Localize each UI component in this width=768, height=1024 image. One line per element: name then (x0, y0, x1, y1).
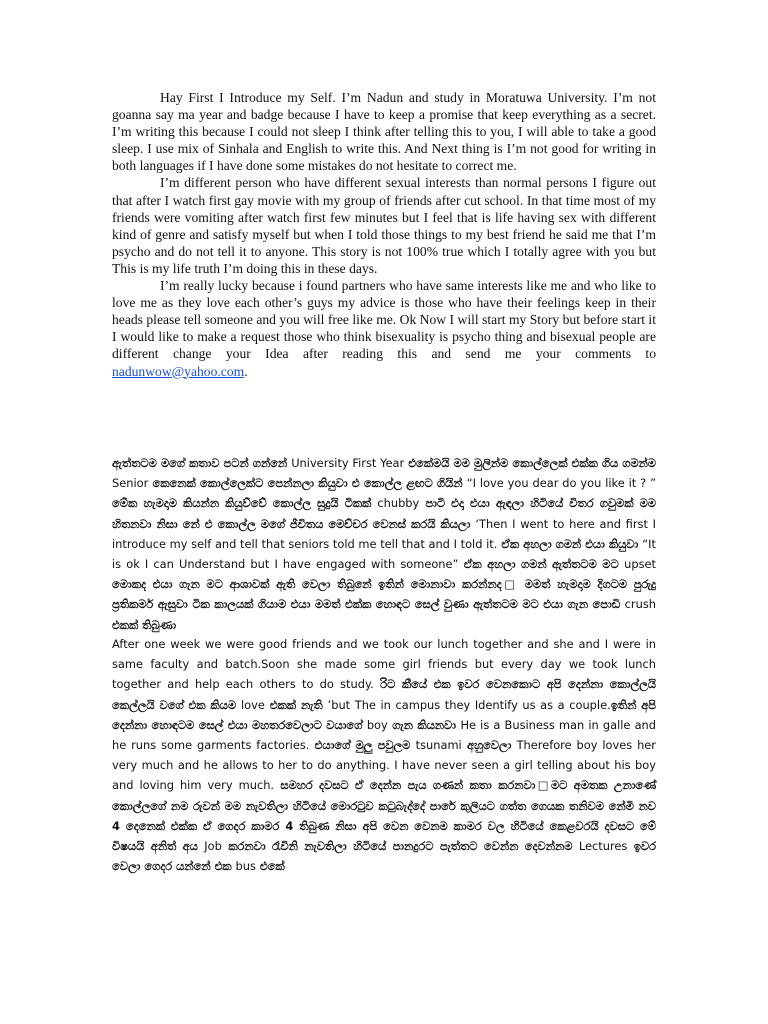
english-text: tsunami (415, 738, 462, 753)
sinhala-text: ඒක අහලා ගමන් එයා කියුවා (497, 536, 643, 551)
english-intro-section (112, 89, 656, 380)
sinhala-text: කරනවා රෑවිනි නැවතිලා හිටියේ පානදුරට පැත්තට වෙන්න දෙවන්නම (221, 839, 579, 854)
sinhala-text: ඉතින් අපි දෙන්නා හොඳටම සෙල් එයා මහතරවෙලාට වයාගේ (112, 697, 657, 732)
sinhala-text: එකේමයි මම මුලින්ම කොල්ලෙක් එක්ක ගිය ගමන්ම (404, 456, 657, 470)
english-text: Job (204, 839, 222, 854)
english-text: ‘Then I went to here and first I introduce my self and tell that seniors told me tell that and I told it. (112, 516, 657, 551)
english-text: “I love you dear do you like it ? ” (466, 476, 656, 491)
english-text: Therefore boy loves her very much and he allows to her to do anything. I have never seen a girl telling about his boy and loving him very much. (112, 738, 656, 793)
sinhala-text: ඇත්තටම මගේ කතාව පටන් ගන්නේ (112, 456, 292, 470)
english-text: love (241, 697, 265, 712)
sinhala-text: එකේ (255, 859, 285, 874)
sinhala-text: ගැන කියනවා (387, 717, 461, 732)
sinhala-text: ඒක අහලා ගමන් ඇත්තටම මට (458, 557, 625, 572)
english-text: Lectures (578, 839, 628, 854)
intro-paragraph-3-end: . (244, 363, 248, 379)
story-section-1 (112, 453, 656, 635)
sinhala-text: එයාගේ මුලු පවුලම (309, 738, 416, 753)
sinhala-text: රිට කීයේ එක ඉවර වෙනකොට අපි දෙන්නා කොල්ලයි කෙල්ලයි වගේ එක කියම (112, 677, 656, 712)
intro-paragraph-3-text: I’m really lucky because i found partners who have same interests like me and who like to love me as they love each other’s guys my advice is those who have their feelings keep in their heads please tell someone and you will free like me. Ok Now I will start my Story but before start it I would like to make a request those who think bisexuality is psycho thing and bisexual people are different change your Idea after reading this and send me your comments to (112, 278, 656, 362)
sinhala-text: අහුවෙලා (461, 738, 517, 753)
sinhala-text: මේක හැමදාම කියන්න කියුව්වේ කොල්ල සුදුයි ටිකක් (112, 496, 378, 511)
intro-paragraph-2: I’m different person who have different sexual interests than normal persons I figure out that after I watch first gay movie with my group of friends after cut school. In that time most of my friends were vomiting after watch first few minutes but I feel that is life having sex with different kind of genre and satisfy myself but when I told those things to my best friend he said me that I’m psycho and do not tell it to anyone. This story is not 100% true which I totally agree with you but This is my life truth I’m doing this in these days. (112, 175, 656, 276)
sinhala-text: එකක් තිබුණා (112, 617, 177, 632)
sinhala-text: සමහර දවසට ඒ දෙන්න පැය ගණන් කතා කරනවා□මට අමතක උනාණේ කොල්ලගේ නම රුවන් මම නැවතිලා හිටියේ මොරටුව කටුබැද්දේ පාරේ කුලියට ගත්ත ගෙයක තනිවම නේමි නව 4 දෙනෙක් එක්ක ඒ ගෙදර කාමර 4 තිබුණ නිසා අපි වෙන වෙනම කාමර වල හිටියේ කෙළවරයි දවසට මේ විෂයයි අනිත් අය (112, 778, 656, 854)
story-paragraph-2 (112, 634, 656, 876)
sinhala-text: එකක් නැති (264, 697, 328, 712)
english-text: bus (235, 859, 256, 874)
email-link[interactable]: nadunwow@yahoo.com (112, 363, 245, 379)
english-text: upset (624, 557, 656, 572)
english-text: boy (366, 717, 388, 732)
english-text: Senior (112, 476, 149, 491)
english-text: chubby (377, 496, 420, 511)
english-text: After one week we were good friends and we took our lunch together and she and I were in same faculty and batch.Soon she made some girl friends but every day we took lunch together and help each others to do study. (112, 637, 656, 692)
intro-paragraph-1: Hay First I Introduce my Self. I’m Nadun and study in Moratuwa University. I’m not goanna say ma year and badge because I have to keep a promise that keep everything as a secret. I’m writing this because I could not sleep I think after telling this to you, I will able to take a good sleep. I use mix of Sinhala and English to write this. And Next thing is I’m not good for writing in both languages if I have done some mistakes do not hesitate to correct me. (112, 90, 656, 174)
sinhala-text: කෙනෙක් කොල්ලෙක්ට පෙන්නලා කියුවා එ කොල්ල ළඟට ගියින් (148, 476, 467, 491)
story-section-2 (112, 634, 656, 876)
sinhala-text: පාටි එදා එයා ඇඳලා හිටියේ විතර ගවුමක් මම හිතනවා නිසා නේ එ කොල්ල මගේ ජීවිතය මෙච්චර වෙනස් කරයි කියලා (112, 496, 656, 531)
english-text: ’but The in campus they Identify us as a couple. (327, 697, 611, 712)
sinhala-text: මොකද එයා ගැන මට ආශාවක් ඇති වෙලා තිබුනේ ඉතින් මොනාවා කරන්නද□ මමත් හැමදාම දිගටම පුරුදු ප්‍රතිකර්ම ඇසුවා ටික කාලයක් ගියාම එයා මමත් එක්ක හොඳට සෙල් වුණා ඇත්තටම මට එයා ගැන පොඩි (112, 577, 656, 612)
english-text: University First Year (291, 456, 405, 470)
english-text: crush (624, 597, 656, 612)
english-text: He is a Business man in galle and he runs some garments factories. (112, 717, 656, 753)
english-text: “It is ok I can Understand but I have engaged with someone” (112, 536, 656, 572)
story-paragraph-1 (112, 453, 656, 635)
intro-paragraph-3 (112, 277, 656, 380)
sinhala-text: ඉවර වෙලා ගෙදර යන්නේ එක (112, 839, 656, 874)
